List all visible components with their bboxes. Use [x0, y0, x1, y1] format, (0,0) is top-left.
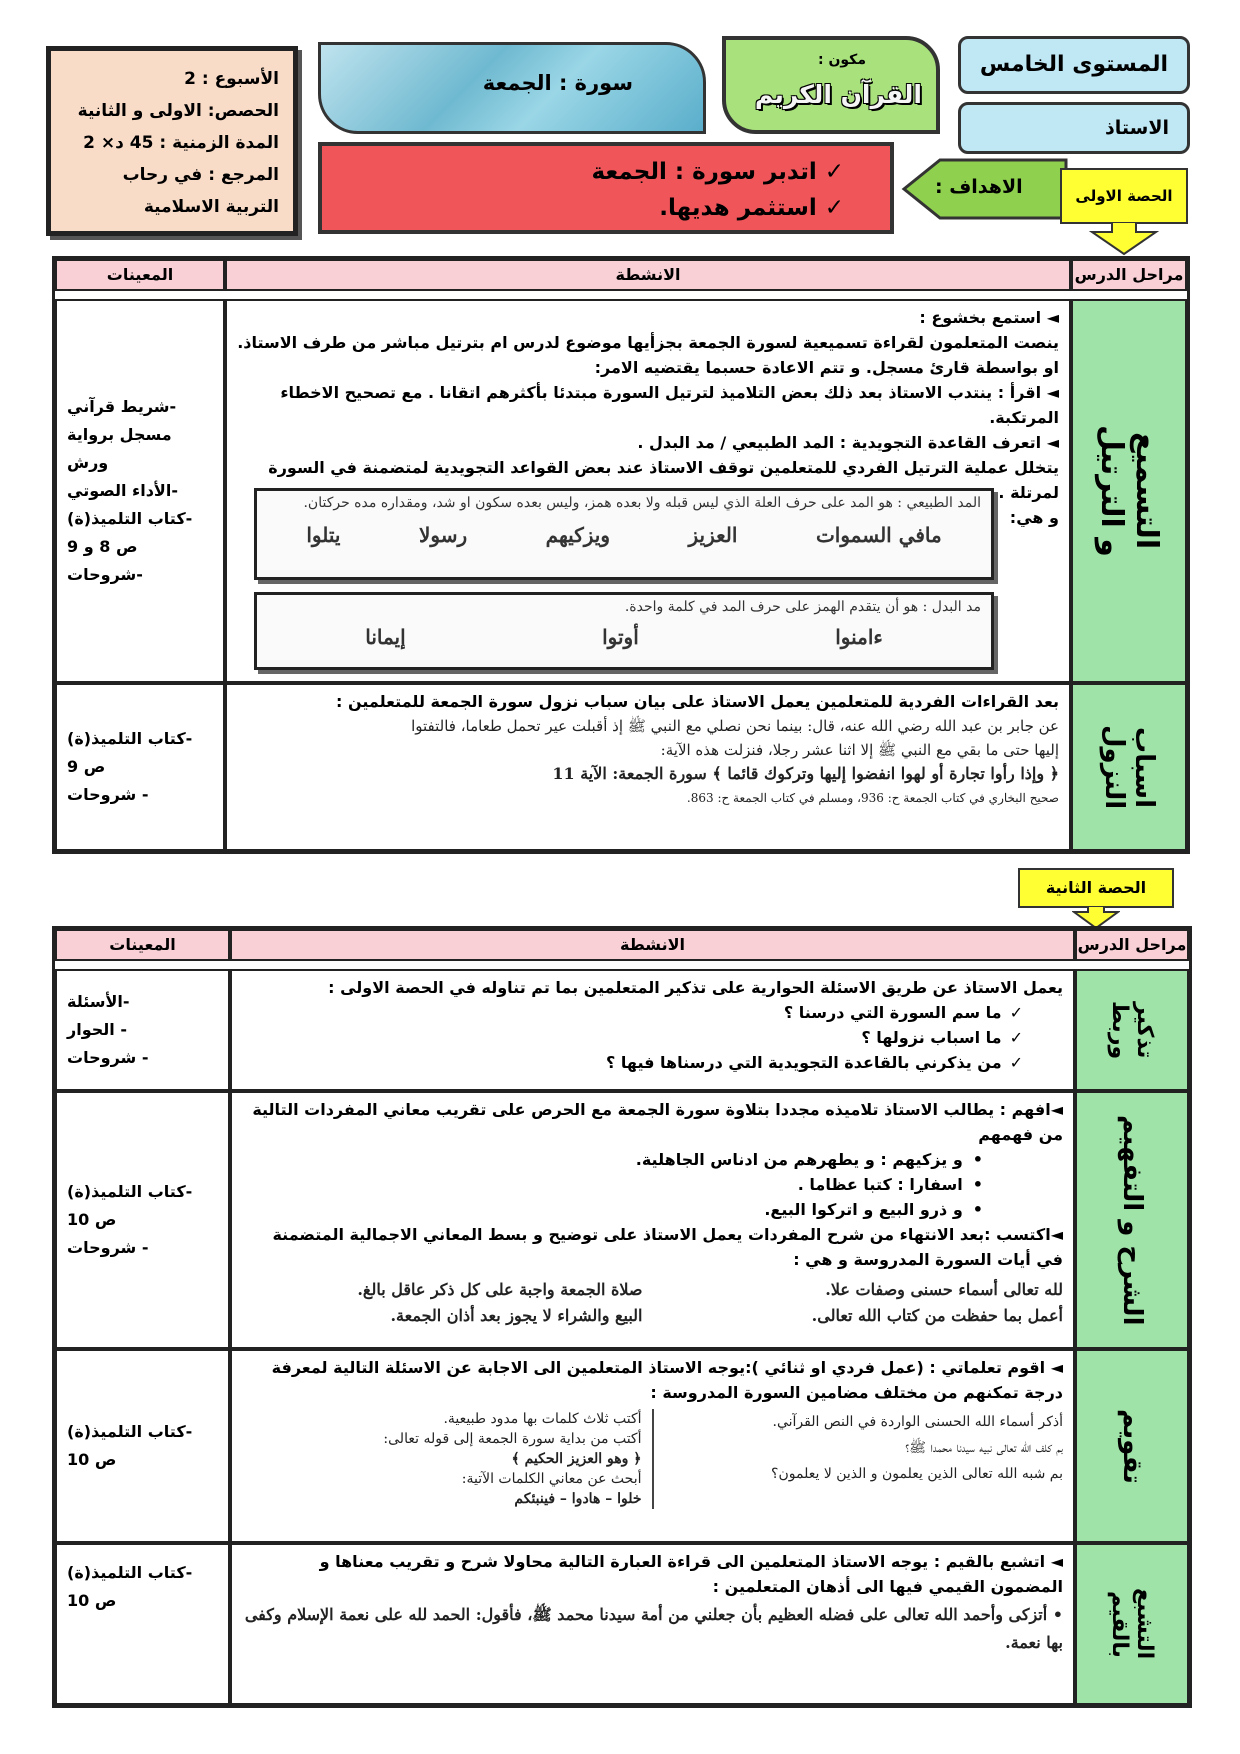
- goal-item: ✓ استثمر هديها.: [322, 190, 844, 226]
- resources-cell: [55, 969, 230, 1091]
- activities-cell: [225, 683, 1071, 851]
- col-header-resources: المعينات: [55, 259, 225, 291]
- resource-item: - شروحات: [67, 1238, 149, 1257]
- activities-cell: [230, 1091, 1075, 1349]
- resource-item: ص 10: [67, 1591, 117, 1610]
- stage-label: الشرح و التفهيم: [1117, 1114, 1147, 1326]
- col-header-activities: الانشطة: [230, 929, 1075, 961]
- madd-word: العزيز: [688, 523, 738, 547]
- stage-label: اسباب النزول: [1099, 724, 1159, 810]
- hadith-line: إليها حتى ما بقي مع النبي ﷺ إلا اثنا عشر رجلا، فنزلت هذه الآية:: [660, 741, 1059, 759]
- stage-label: التشبع بالقيم: [1107, 1588, 1157, 1660]
- activity-line: ◄ اتعرف القاعدة التجويدية : المد الطبيعي / مد البدل .: [637, 433, 1059, 452]
- duration-label: المدة الزمنية : 45 د× 2: [83, 133, 279, 153]
- evaluation-question: ﴿ وهو العزيز الحكيم ﴾: [511, 1451, 642, 1467]
- resource-item: -الأداء الصوتي: [67, 481, 178, 500]
- madd-definition: المد الطبيعي : هو المد على حرف العلة الذي ليس قبله ولا بعده همز، وليس بعده سكون او شد، ومقداره مده حركتان.: [303, 495, 981, 511]
- activities-cell: [230, 969, 1075, 1091]
- value-quote: • أتزكى وأحمد الله تعالى على فضله العظيم بأن جعلني من أمة سيدنا محمد ﷺ، فأقول: الحمد لله على نعمة الإسلام وكفى بها نعمة.: [244, 1605, 1063, 1652]
- col-header-resources: المعينات: [55, 929, 230, 961]
- resource-item: - شروحات: [67, 785, 149, 804]
- resource-item: مسجل برواية: [67, 425, 172, 444]
- review-question: ✓ ما اسباب نزولها ؟: [242, 1025, 1023, 1050]
- evaluation-question: أذكر أسماء الله الحسنى الواردة في النص القرآني.: [772, 1414, 1063, 1430]
- resource-item: -شريط قرآني: [67, 397, 177, 416]
- resource-item: ص 9: [67, 757, 106, 776]
- meaning-item: أعمل بما حفظت من كتاب الله تعالى.: [811, 1306, 1063, 1325]
- lesson-info-box: [46, 46, 298, 236]
- stage-cell: [1075, 1349, 1189, 1543]
- evaluation-questions-left: [242, 1409, 652, 1509]
- activity-line: ينصت المتعلمون لقراءة تسميعية لسورة الجمعة بجزأيها موضوع لدرس ام بترتيل مباشر من طرف الاستاذ.: [237, 333, 1059, 352]
- goal-item: ✓ اتدبر سورة : الجمعة: [322, 154, 844, 190]
- surah-title: سورة : الجمعة: [482, 71, 633, 95]
- evaluation-question: خلوا – هادوا – فينبئكم: [514, 1491, 642, 1507]
- stage-cell: [1075, 969, 1189, 1091]
- activity-line: ◄ اتشبع بالقيم : يوجه الاستاذ المتعلمين الى قراءة العبارة التالية محاولا شرح و تقريب معناها و المضمون القيمي فيها الى أذهان المتعلمين :: [319, 1552, 1063, 1596]
- badal-madd-box: [254, 592, 994, 670]
- activity-line: ◄ اقوم تعلماتي : (عمل فردي او ثنائي ):يوجه الاستاذ المتعلمين الى الاجابة عن الاسئلة التالية لمعرفة درجة تمكنهم من مختلف مضامين السورة المدروسة :: [271, 1358, 1063, 1402]
- meaning-item: لله تعالى أسماء حسنى وصفات علا.: [825, 1280, 1063, 1299]
- activity-line: المرتكبة.: [989, 408, 1059, 427]
- resource-item: -كتاب التلميذ(ة): [67, 729, 193, 748]
- source-line: صحيح البخاري في كتاب الجمعة ح: 936، ومسلم في كتاب الجمعة ح: 863.: [686, 791, 1059, 805]
- stage-cell: [1071, 299, 1187, 683]
- vocab-item: • و يزكيهم : و يطهرهم من ادناس الجاهلية.: [242, 1147, 983, 1172]
- resources-cell: [55, 1543, 230, 1705]
- evaluation-question: أبحث عن معاني الكلمات الآتية:: [461, 1471, 642, 1487]
- evaluation-question: بم كلف الله تعالى نبيه سيدنا محمدا ﷺ؟: [905, 1440, 1063, 1456]
- resource-item: - الحوار: [67, 1020, 127, 1039]
- col-header-activities: الانشطة: [225, 259, 1071, 291]
- sessions-label: الحصص: الاولى و الثانية: [77, 101, 279, 121]
- activity-line: ◄ استمع بخشوع :: [919, 308, 1059, 327]
- evaluation-question: أكتب من بداية سورة الجمعة إلى قوله تعالى:: [383, 1431, 642, 1447]
- activity-line: ◄اكتسب :بعد الانتهاء من شرح المفردات يعمل الاستاذ على توضيح و بسط المعاني الاجمالية المتضمنة في أيات السورة المدروسة و هي :: [272, 1225, 1063, 1269]
- resource-item: - شروحات: [67, 1048, 149, 1067]
- resource-item: ص 10: [67, 1210, 117, 1229]
- component-label: مكون :: [817, 52, 866, 68]
- activity-line: ◄افهم : يطالب الاستاذ تلاميذه مجددا بتلاوة سورة الجمعة مع الحرص على تقريب معاني المفردات التالية من فهمهم: [252, 1100, 1063, 1144]
- madd-word: رسولا: [418, 523, 468, 547]
- stage-cell: [1071, 683, 1187, 851]
- verse-line: ﴿ وإذا رأوا تجارة أو لهوا انفضوا إليها وتركوك قائما ﴾ سورة الجمعة: الآية 11: [552, 764, 1059, 783]
- madd-word: يتلوا: [306, 523, 341, 547]
- goals-box: [318, 142, 894, 234]
- resource-item: ص 10: [67, 1450, 117, 1469]
- activity-line: ◄ اقرأ : ينتدب الاستاذ بعد ذلك بعض التلاميذ لترتيل السورة مبتدئا بأكثرهم اتقانا . مع تصحيح الاخطاء: [280, 383, 1059, 402]
- resources-cell: [55, 683, 225, 851]
- stage-label: تقويم: [1117, 1408, 1147, 1484]
- madd-word: ويزكيهم: [545, 523, 610, 547]
- madd-definition: مد البدل : هو أن يتقدم الهمز على حرف المد في كلمة واحدة.: [624, 599, 981, 615]
- stage-label: التسميع و الترتيل: [1094, 425, 1164, 557]
- session-one-label: الحصة الاولى: [1060, 168, 1188, 224]
- resources-cell: [55, 1091, 230, 1349]
- resource-item: ورش: [67, 453, 109, 472]
- reference-label: المرجع : في رحاب: [122, 165, 279, 185]
- stage-label: تذكير وربط: [1107, 1000, 1157, 1060]
- session-two-label: الحصة الثانية: [1018, 868, 1174, 908]
- hadith-line: عن جابر بن عبد الله رضي الله عنه، قال: بينما نحن نصلي مع النبي ﷺ إذ أقبلت عير تحمل طعاما، فالتفتوا: [411, 717, 1059, 735]
- reference-label-2: التربية الاسلامية: [143, 197, 279, 217]
- natural-madd-box: [254, 488, 994, 580]
- resources-cell: [55, 299, 225, 683]
- surah-title-box: [318, 42, 706, 134]
- resource-item: -كتاب التلميذ(ة): [67, 509, 193, 528]
- review-question: ✓ ما سم السورة التي درسنا ؟: [242, 1000, 1023, 1025]
- activity-line: يعمل الاستاذ عن طريق الاسئلة الحوارية على تذكير المتعلمين بما تم تناوله في الحصة الاولى :: [328, 978, 1063, 997]
- activity-line: و هي:: [1009, 508, 1059, 527]
- resource-item: -شروحات: [67, 565, 143, 584]
- down-arrow-icon: [1088, 222, 1160, 256]
- review-question: ✓ من يذكرني بالقاعدة التجويدية التي درسناها فيها ؟: [242, 1050, 1023, 1075]
- madd-word: مافي السموات: [815, 523, 942, 547]
- activity-line: بعد القراءات الفردية للمتعلمين يعمل الاستاذ على بيان سباب نزول سورة الجمعة للمتعلمين :: [335, 692, 1059, 711]
- level-box: المستوى الخامس: [958, 36, 1190, 94]
- madd-word: ءامنوا: [835, 625, 883, 649]
- component-title: القرآن الكريم: [754, 80, 922, 109]
- resource-item: ص 8 و 9: [67, 537, 138, 556]
- resource-item: -كتاب التلميذ(ة): [67, 1563, 193, 1582]
- meaning-item: صلاة الجمعة واجبة على كل ذكر عاقل بالغ.: [357, 1280, 643, 1299]
- evaluation-question: أكتب ثلاث كلمات بها مدود طبيعية.: [443, 1411, 642, 1427]
- goals-label: الاهداف :: [935, 176, 1023, 198]
- vocab-item: • اسفارا : كتبا عظاما .: [242, 1172, 983, 1197]
- stage-cell: [1075, 1091, 1189, 1349]
- col-header-stages: مراحل الدرس: [1071, 259, 1187, 291]
- resource-item: -الأسئلة: [67, 992, 130, 1011]
- activity-line: او بواسطة قارئ مسجل. و تتم الاعادة حسبما يقتضيه الامر:: [594, 358, 1059, 377]
- session-two-table: [52, 926, 1192, 1708]
- evaluation-question: بم شبه الله تعالى الذين يعلمون و الذين لا يعلمون؟: [771, 1466, 1063, 1482]
- madd-word: أوتوا: [602, 625, 639, 649]
- stage-cell: [1075, 1543, 1189, 1705]
- week-label: الأسبوع : 2: [184, 69, 279, 89]
- resources-cell: [55, 1349, 230, 1543]
- meaning-item: البيع والشراء لا يجوز بعد أذان الجمعة.: [390, 1306, 643, 1325]
- teacher-box: الاستاذ: [958, 102, 1190, 154]
- evaluation-questions-right: [652, 1409, 1064, 1509]
- activities-cell: [230, 1543, 1075, 1705]
- col-header-stages: مراحل الدرس: [1075, 929, 1189, 961]
- resource-item: -كتاب التلميذ(ة): [67, 1422, 193, 1441]
- madd-word: إيمانا: [365, 625, 406, 649]
- activities-cell: [230, 1349, 1075, 1543]
- vocab-item: • و ذرو البيع و اتركوا البيع.: [242, 1197, 983, 1222]
- activity-line: يتخلل عملية الترتيل الفردي للمتعلمين توقف الاستاذ عند بعض القواعد التجويدية لمتضمنة في السورة لمرتلة .: [268, 458, 1059, 502]
- component-box: [722, 36, 940, 134]
- resource-item: -كتاب التلميذ(ة): [67, 1182, 193, 1201]
